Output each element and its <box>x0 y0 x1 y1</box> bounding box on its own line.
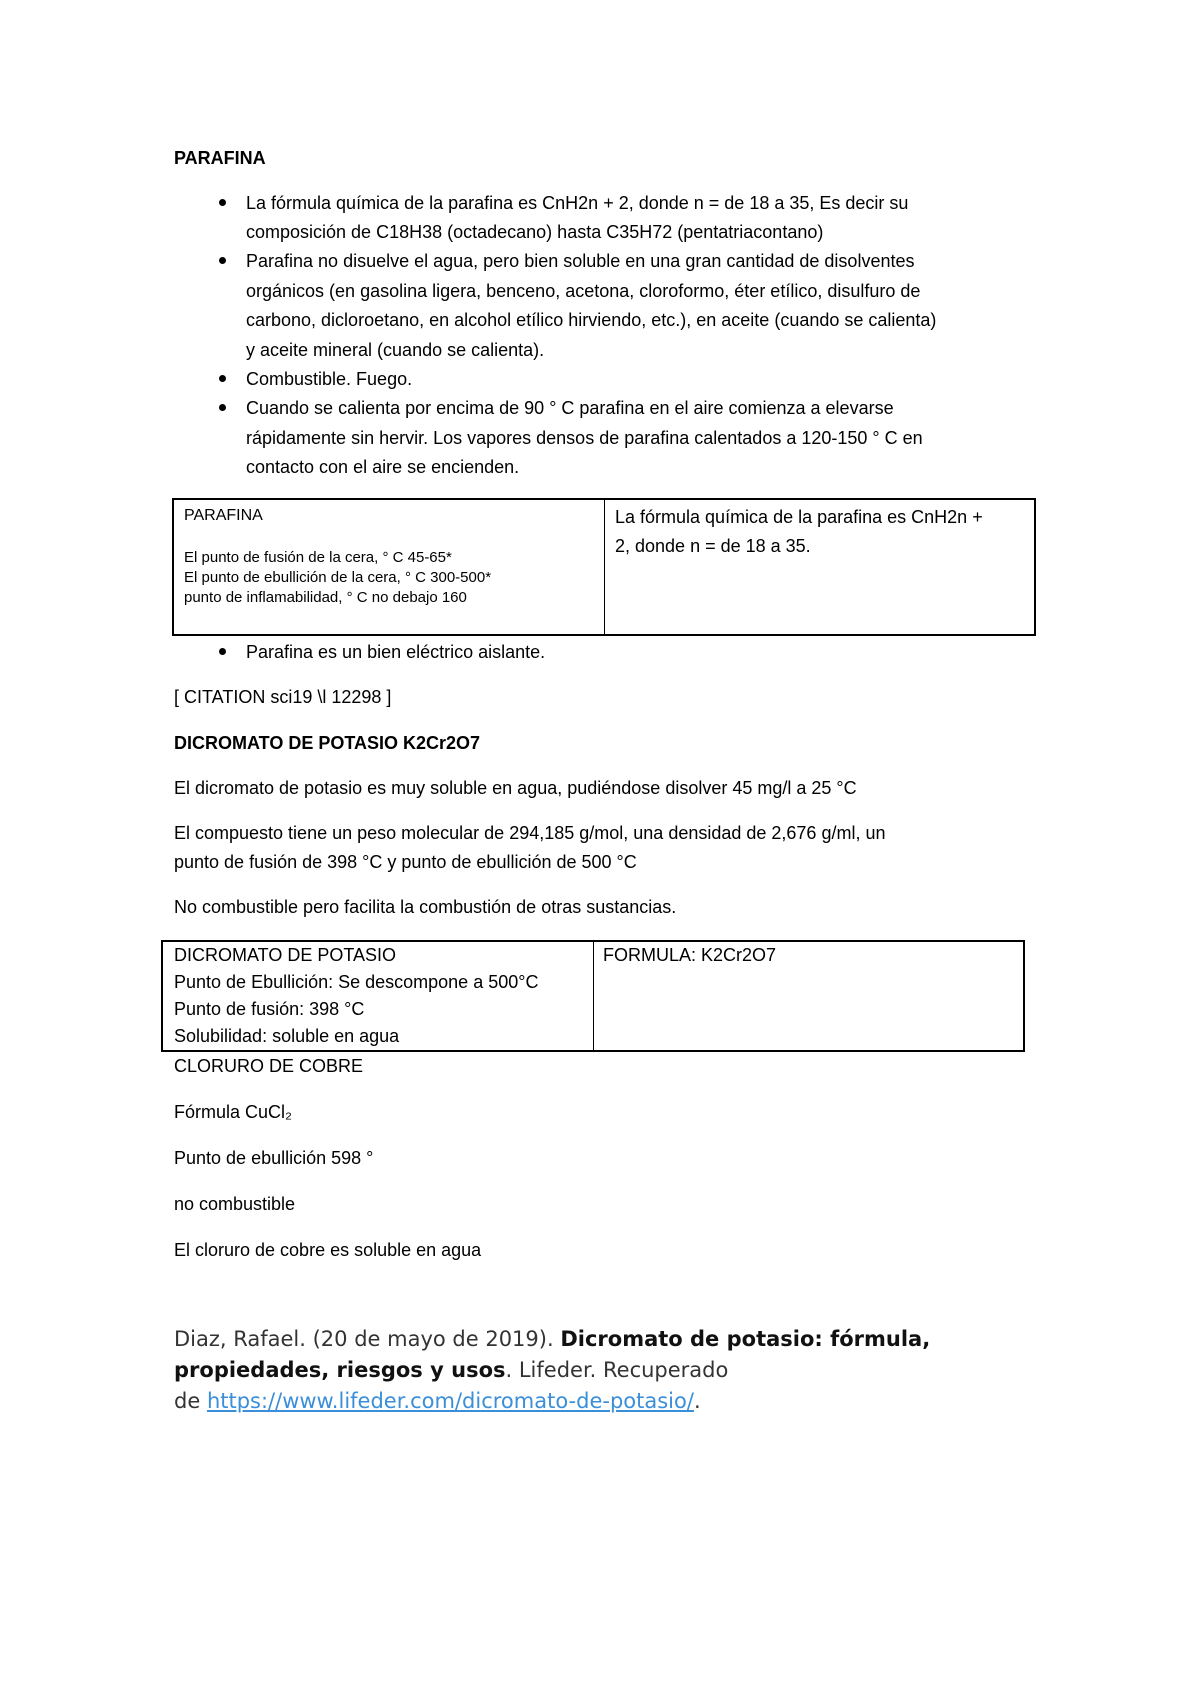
reference-de: de <box>174 1389 207 1413</box>
paraffin-bullet-2-line-1: Parafina no disuelve el agua, pero bien soluble en una gran cantidad de disolventes <box>246 251 915 271</box>
dichromate-table-formula: FORMULA: K2Cr2O7 <box>603 945 777 965</box>
paraffin-bullet-2-line-3: carbono, dicloroetano, en alcohol etílico hirviendo, etc.), en aceite (cuando se calienta) <box>246 310 937 330</box>
copper-solubility: El cloruro de cobre es soluble en agua <box>174 1240 482 1260</box>
dichromate-table-melting: Punto de fusión: 398 °C <box>174 999 365 1019</box>
paraffin-table-boiling: El punto de ebullición de la cera, ° C 300-500* <box>184 569 492 586</box>
paraffin-table-formula-line-1: La fórmula química de la parafina es CnH2n + <box>615 507 983 527</box>
dichromate-table-solubility: Solubilidad: soluble en agua <box>174 1026 400 1046</box>
paraffin-table-flash: punto de inflamabilidad, ° C no debajo 160 <box>184 589 467 606</box>
reference-line-1 <box>174 1324 930 1355</box>
copper-heading: CLORURO DE COBRE <box>174 1056 364 1076</box>
reference-author: Diaz, Rafael. (20 de mayo de 2019). <box>174 1327 561 1351</box>
dichromate-table-title: DICROMATO DE POTASIO <box>174 945 397 965</box>
bullet-icon <box>219 375 226 382</box>
paraffin-bullet-2-line-4: y aceite mineral (cuando se calienta). <box>246 340 545 360</box>
dichromate-properties-line-1: El compuesto tiene un peso molecular de 294,185 g/mol, una densidad de 2,676 g/ml, un <box>174 823 886 843</box>
paraffin-table-title: PARAFINA <box>184 507 263 524</box>
paraffin-bullet-1-line-1: La fórmula química de la parafina es CnH2n + 2, donde n = de 18 a 35, Es decir su <box>246 193 909 213</box>
paraffin-table-formula-line-2: 2, donde n = de 18 a 35. <box>615 536 811 556</box>
paraffin-bullet-2-line-2: orgánicos (en gasolina ligera, benceno, acetona, cloroformo, éter etílico, disulfuro de <box>246 281 921 301</box>
reference-line-3 <box>174 1386 701 1417</box>
reference-title-part-2: propiedades, riesgos y usos <box>174 1358 506 1382</box>
bullet-icon <box>219 648 226 655</box>
paraffin-bullet-4-line-1: Cuando se calienta por encima de 90 ° C parafina en el aire comienza a elevarse <box>246 398 894 418</box>
paraffin-bullet-4-line-3: contacto con el aire se encienden. <box>246 457 520 477</box>
table-divider <box>604 500 605 634</box>
dichromate-table-boiling: Punto de Ebullición: Se descompone a 500°C <box>174 972 539 992</box>
paraffin-heading: PARAFINA <box>174 148 266 168</box>
dichromate-solubility: El dicromato de potasio es muy soluble en agua, pudiéndose disolver 45 mg/l a 25 °C <box>174 778 857 798</box>
dichromate-properties-line-2: punto de fusión de 398 °C y punto de ebullición de 500 °C <box>174 852 637 872</box>
copper-formula: Fórmula CuCl₂ <box>174 1102 293 1122</box>
paraffin-bullet-3-line-1: Combustible. Fuego. <box>246 369 413 389</box>
reference-line-2 <box>174 1355 728 1386</box>
dichromate-heading: DICROMATO DE POTASIO K2Cr2O7 <box>174 733 481 753</box>
copper-combustible: no combustible <box>174 1194 296 1214</box>
citation-field: [ CITATION sci19 \l 12298 ] <box>174 687 392 707</box>
reference-end: . <box>693 1389 701 1413</box>
table-divider <box>593 942 594 1050</box>
paraffin-table-melting: El punto de fusión de la cera, ° C 45-65* <box>184 549 452 566</box>
paraffin-bullet-1-line-2: composición de C18H38 (octadecano) hasta C35H72 (pentatriacontano) <box>246 222 824 242</box>
bullet-icon <box>219 257 226 264</box>
paraffin-bullet-4-line-2: rápidamente sin hervir. Los vapores densos de parafina calentados a 120-150 ° C en <box>246 428 923 448</box>
copper-boiling: Punto de ebullición 598 ° <box>174 1148 374 1168</box>
bullet-icon <box>219 404 226 411</box>
bullet-icon <box>219 199 226 206</box>
dichromate-combustion: No combustible pero facilita la combustión de otras sustancias. <box>174 897 677 917</box>
paraffin-insulator: Parafina es un bien eléctrico aislante. <box>246 642 546 662</box>
reference-publisher: . Lifeder. Recuperado <box>505 1358 729 1382</box>
reference-title-part-1: Dicromato de potasio: fórmula, <box>560 1327 931 1351</box>
reference-link[interactable]: https://www.lifeder.com/dicromato-de-potasio/ <box>206 1389 694 1413</box>
